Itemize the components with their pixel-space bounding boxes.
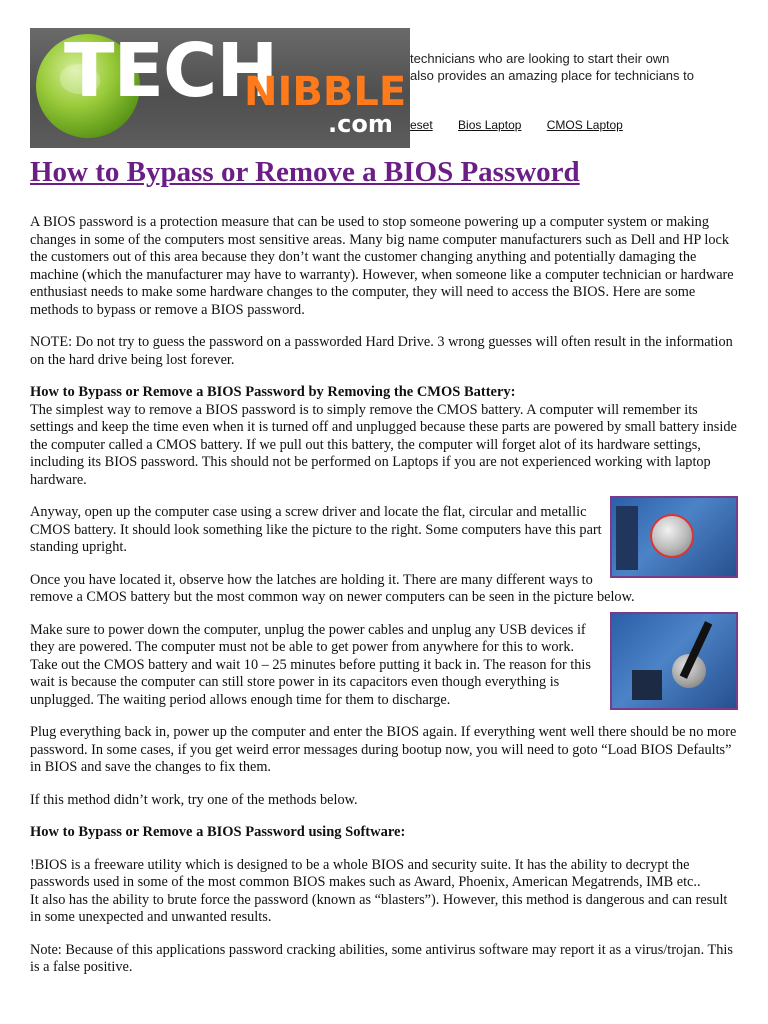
cmos-paragraph-4: Make sure to power down the computer, unplug the power cables and unplug any USB devices if they are powered. The computer must not be able to get power from anywhere for this to work. Take out the CMOS battery and wait 10 – 25 minutes before putting it back in. The reason for this wait is because the computer can still store power in its capacitors even though everything is unplugged. The waiting period allows enough time for them to discharge. [30, 621, 591, 708]
cmos-paragraph-5: Plug everything back in, power up the computer and enter the BIOS again. If everything went well there should be no more password. In some cases, if you get weird error messages during bootup now, you will need to goto “Load BIOS Defaults” in BIOS and save the changes to fix them. [30, 724, 737, 775]
cmos-battery-icon [650, 514, 694, 558]
cmos-battery-image [610, 496, 738, 578]
cmos-paragraph-1: The simplest way to remove a BIOS password is to simply remove the CMOS battery. A computer will remember its settings and keep the time even when it is turned off and unplugged because these parts are powered by small battery inside the computer called a CMOS battery. If we pull out this battery, the computer will forget alot of its hardware settings, including its BIOS password. This should not be performed on Laptops if you are not experienced working with laptop hardware. [30, 401, 737, 488]
intro-paragraph: A BIOS password is a protection measure that can be used to stop someone powering up a computer system or making changes in some of the computers most sensitive areas. Many big name computer manufacturers such as Dell and HP lock the customers out of this area because they don’t want the customer changing anything and potentially damaging the machine (which the manufacturer may have to warranty). However, when someone like a computer technician or hardware enthusiast needs to make some hardware changes to the computer, they will need to access the BIOS. Here are some methods to bypass or remove a BIOS password. [30, 214, 734, 318]
logo-com-text: .com [328, 110, 393, 138]
logo-nibble-text: NIBBLE [244, 69, 407, 115]
cmos-paragraph-2: Anyway, open up the computer case using a screw driver and locate the flat, circular and metallic CMOS battery. It should look something like the picture to the right. Some computers have this part standing upright. [30, 504, 602, 555]
note-paragraph: NOTE: Do not try to guess the password on a passworded Hard Drive. 3 wrong guesses will often result in the information on the hard drive being lost forever. [30, 334, 733, 368]
technibble-logo[interactable] [30, 28, 410, 148]
link-bios-laptop[interactable]: Bios Laptop [458, 118, 522, 132]
intro-line-1: technicians who are looking to start their own [410, 51, 670, 66]
cmos-removal-image [610, 612, 738, 710]
logo-tech-text: TECH [64, 28, 278, 114]
cmos-heading: How to Bypass or Remove a BIOS Password by Removing the CMOS Battery: [30, 384, 516, 400]
intro-line-2: also provides an amazing place for technicians to [410, 68, 694, 83]
page-title[interactable]: How to Bypass or Remove a BIOS Password [30, 156, 580, 188]
link-cmos-laptop[interactable]: CMOS Laptop [546, 118, 623, 132]
software-paragraph-1: !BIOS is a freeware utility which is designed to be a whole BIOS and security suite. It has the ability to decrypt the passwords used in some of the most common BIOS makes such as Award, Phoenix, American Megatrends, IMB etc.. [30, 856, 701, 890]
software-paragraph-2: It also has the ability to brute force the password (known as “blasters”). However, this method is dangerous and can result in some unexpected and unwanted results. [30, 891, 728, 925]
software-paragraph-3: Note: Because of this applications password cracking abilities, some antivirus software may report it as a virus/trojan. This is a false positive. [30, 941, 733, 975]
article-body [30, 214, 738, 992]
related-links [410, 118, 645, 132]
link-eset[interactable]: eset [410, 118, 433, 132]
software-heading: How to Bypass or Remove a BIOS Password using Software: [30, 824, 406, 840]
cmos-paragraph-6: If this method didn’t work, try one of the methods below. [30, 791, 358, 808]
cmos-paragraph-3: Once you have located it, observe how the latches are holding it. There are many different ways to remove a CMOS battery but the most common way on newer computers can be seen in the picture below. [30, 571, 635, 605]
site-intro [410, 50, 740, 84]
